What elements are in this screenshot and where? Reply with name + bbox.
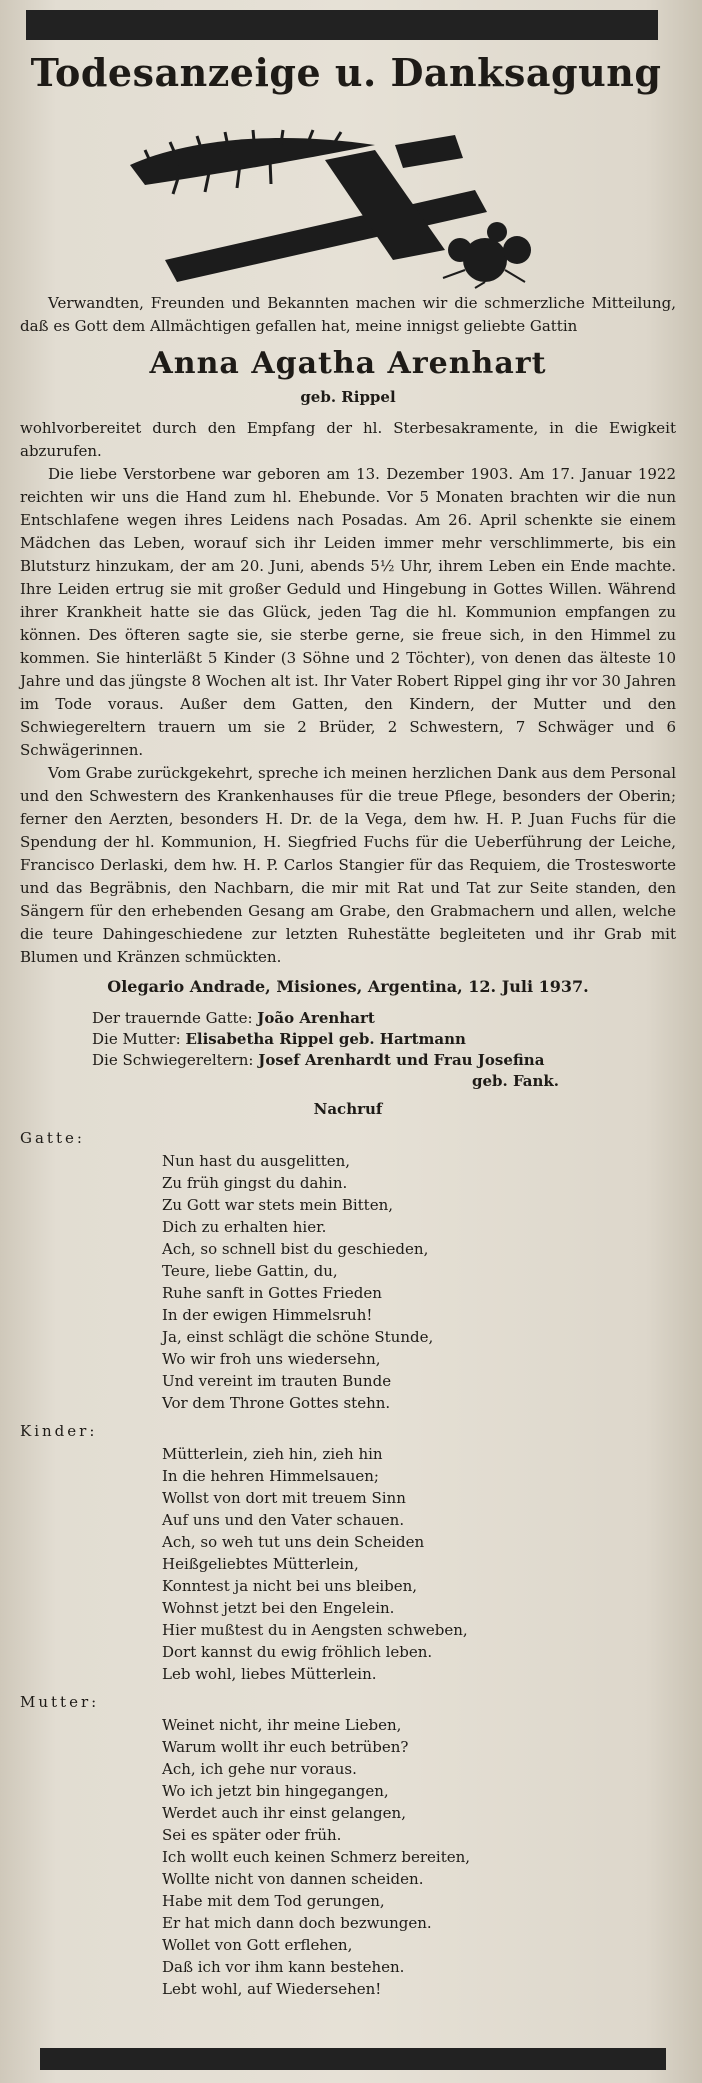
poem-line: Hier mußtest du in Aengsten schweben, bbox=[162, 1621, 468, 1639]
poem-line: Daß ich vor ihm kann bestehen. bbox=[162, 1958, 405, 1976]
poem-line: Ach, so weh tut uns dein Scheiden bbox=[162, 1533, 425, 1551]
poem-line: Habe mit dem Tod gerungen, bbox=[162, 1892, 385, 1910]
poem-line: Werdet auch ihr einst gelangen, bbox=[162, 1804, 406, 1822]
mourner-continuation: geb. Fank. bbox=[472, 1072, 560, 1090]
notice-title: Todesanzeige u. Danksagung bbox=[30, 50, 662, 95]
mourner-row bbox=[92, 1050, 676, 1071]
poem-line: Zu Gott war stets mein Bitten, bbox=[162, 1196, 394, 1214]
mourner-name: Josef Arenhardt und Frau Josefina bbox=[258, 1051, 545, 1069]
poem-line: Heißgeliebtes Mütterlein, bbox=[162, 1555, 359, 1573]
poem-line: Ach, so schnell bist du geschieden, bbox=[162, 1240, 429, 1258]
poem-line: Wo wir froh uns wiedersehn, bbox=[162, 1350, 381, 1368]
mourners-list bbox=[92, 1008, 676, 1092]
poem-line: Wollst von dort mit treuem Sinn bbox=[162, 1489, 406, 1507]
poem-line: Dort kannst du ewig fröhlich leben. bbox=[162, 1643, 433, 1661]
poem-line: Ja, einst schlägt die schöne Stunde, bbox=[162, 1328, 434, 1346]
section-label: Kinder: bbox=[20, 1422, 98, 1440]
nachruf-heading: Nachruf bbox=[313, 1100, 383, 1118]
paragraph-2: Die liebe Verstorbene war geboren am 13. Dezember 1903. Am 17. Januar 1922 reichten wir uns die Hand zum hl. Ehebunde. Vor 5 Monaten brachten wir die nun Entschlafene wegen ihres Leidens nach Posadas. Am 26. April schenkte sie einem Mädchen das Leben, worauf sich ihr Leiden immer mehr verschlimmerte, bis ein Blutsturz hinzukam, der am 20. Juni, abends 5½ Uhr, ihrem Leben ein Ende machte. Ihre Leiden ertrug sie mit großer Geduld und Hingebung in Gottes Willen. Während ihrer Krankheit hatte sie das Glück, jeden Tag die hl. Kommunion empfangen zu können. Des öfteren sagte sie, sie sterbe gerne, sie freue sich, in den Himmel zu kommen. Sie hinterläßt 5 Kinder (3 Söhne und 2 Töchter), von denen das älteste 10 Jahre und das jüngste 8 Wochen alt ist. Ihr Vater Robert Rippel ging ihr vor 30 Jahren im Tode voraus. Außer dem Gatten, den Kindern, der Mutter und den Schwiegereltern trauern um sie 2 Brüder, 2 Schwestern, 7 Schwäger und 6 Schwägerinnen. bbox=[20, 465, 676, 759]
poem-line: Ich wollt euch keinen Schmerz bereiten, bbox=[162, 1848, 471, 1866]
poem-line: Vor dem Throne Gottes stehn. bbox=[162, 1394, 391, 1412]
poem-line: Wollet von Gott erflehen, bbox=[162, 1936, 353, 1954]
poem-line: In der ewigen Himmelsruh! bbox=[162, 1306, 373, 1324]
mourner-role: Die Mutter: bbox=[92, 1030, 181, 1048]
poem-line: Lebt wohl, auf Wiedersehen! bbox=[162, 1980, 382, 1998]
cross-palm-emblem bbox=[125, 110, 575, 290]
poem-line: Dich zu erhalten hier. bbox=[162, 1218, 327, 1236]
poem-line: Sei es später oder früh. bbox=[162, 1826, 342, 1844]
intro-paragraph: Verwandten, Freunden und Bekannten machen wir die schmerzliche Mitteilung, daß es Gott dem Allmächtigen gefallen hat, meine innigst geliebte Gattin bbox=[20, 294, 676, 335]
poem-line: Mütterlein, zieh hin, zieh hin bbox=[162, 1445, 383, 1463]
poem-line: Wohnst jetzt bei den Engelein. bbox=[162, 1599, 395, 1617]
paragraph-3: Vom Grabe zurückgekehrt, spreche ich meinen herzlichen Dank aus dem Personal und den Schwestern des Krankenhauses für die treue Pflege, besonders der Oberin; ferner den Aerzten, besonders H. Dr. de la Vega, dem hw. H. P. Juan Fuchs für die Spendung der hl. Kommunion, H. Siegfried Fuchs für die Ueberführung der Leiche, Francisco Derlaski, dem hw. H. P. Carlos Stangier für das Requiem, die Trostesworte und das Begräbnis, den Nachbarn, die mir mit Rat und Tat zur Seite standen, den Sängern für den erhebenden Gesang am Grabe, den Grabmachern und allen, welche die teure Dahingeschiedene zur letzten Ruhestätte begleiteten und ihr Grab mit Blumen und Kränzen schmückten. bbox=[20, 764, 676, 966]
poem-line: Und vereint im trauten Bunde bbox=[162, 1372, 392, 1390]
poem-line: Nun hast du ausgelitten, bbox=[162, 1152, 351, 1170]
poem-line: Konntest ja nicht bei uns bleiben, bbox=[162, 1577, 418, 1595]
section-label: Gatte: bbox=[20, 1129, 85, 1147]
birth-name: geb. Rippel bbox=[300, 388, 396, 406]
poem-line: Weinet nicht, ihr meine Lieben, bbox=[162, 1716, 402, 1734]
mourner-row bbox=[92, 1029, 676, 1050]
place-date: Olegario Andrade, Misiones, Argentina, 12. Juli 1937. bbox=[107, 977, 589, 996]
bottom-rule bbox=[40, 2048, 666, 2070]
mourner-role: Die Schwiegereltern: bbox=[92, 1051, 254, 1069]
poem-line: In die hehren Himmelsauen; bbox=[162, 1467, 379, 1485]
mourner-row bbox=[92, 1008, 676, 1029]
mourner-name: Elisabetha Rippel geb. Hartmann bbox=[185, 1030, 466, 1048]
poem-line: Wo ich jetzt bin hingegangen, bbox=[162, 1782, 389, 1800]
mourner-name: João Arenhart bbox=[257, 1009, 375, 1027]
notice-body bbox=[20, 292, 676, 2000]
poem-section-gatte bbox=[20, 1127, 676, 1414]
poem-lines bbox=[162, 1714, 676, 2000]
poem-line: Leb wohl, liebes Mütterlein. bbox=[162, 1665, 377, 1683]
poem-line: Er hat mich dann doch bezwungen. bbox=[162, 1914, 432, 1932]
poem-section-mutter bbox=[20, 1691, 676, 2000]
deceased-name: Anna Agatha Arenhart bbox=[149, 346, 547, 381]
paragraph-1: wohlvorbereitet durch den Empfang der hl. Sterbesakramente, in die Ewigkeit abzurufen. bbox=[20, 419, 676, 460]
poem-line: Wollte nicht von dannen scheiden. bbox=[162, 1870, 424, 1888]
poem-section-kinder bbox=[20, 1420, 676, 1685]
poem-line: Ruhe sanft in Gottes Frieden bbox=[162, 1284, 382, 1302]
poem-lines bbox=[162, 1150, 676, 1414]
poem-lines bbox=[162, 1443, 676, 1685]
mourner-role: Der trauernde Gatte: bbox=[92, 1009, 253, 1027]
poem-line: Ach, ich gehe nur voraus. bbox=[162, 1760, 357, 1778]
top-rule bbox=[26, 10, 658, 40]
section-label: Mutter: bbox=[20, 1693, 100, 1711]
poem-line: Zu früh gingst du dahin. bbox=[162, 1174, 348, 1192]
poem-line: Auf uns und den Vater schauen. bbox=[162, 1511, 405, 1529]
poem-line: Warum wollt ihr euch betrüben? bbox=[162, 1738, 409, 1756]
poem-line: Teure, liebe Gattin, du, bbox=[162, 1262, 338, 1280]
